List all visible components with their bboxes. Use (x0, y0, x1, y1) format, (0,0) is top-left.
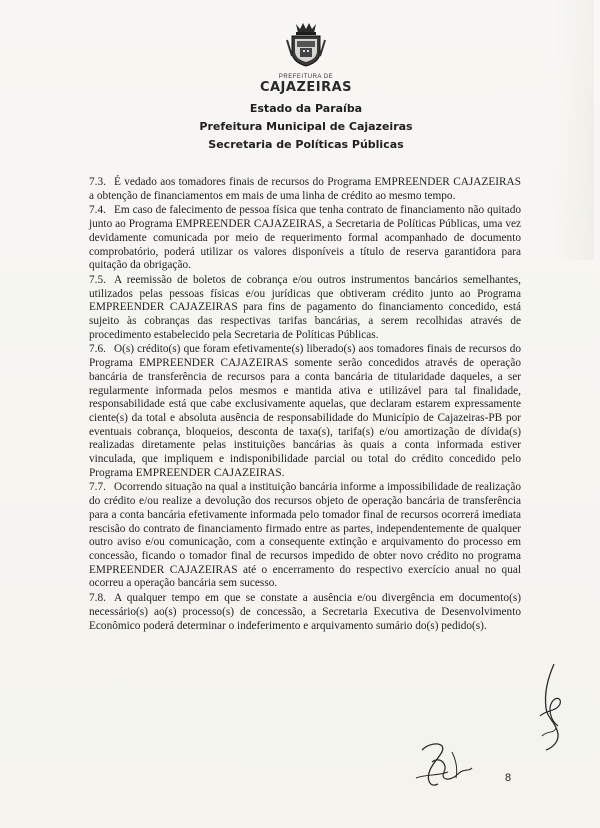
municipal-coat-of-arms-icon (284, 20, 328, 68)
clause-number: 7.6. (89, 343, 106, 356)
clause-text: É vedado aos tomadores finais de recursos do Programa EMPREENDER CAJAZEIRAS a obtenção de financiamentos em mais de uma linha de crédito ao mesmo tempo. (89, 176, 521, 202)
clause-number: 7.3. (89, 176, 106, 188)
handwritten-signature-icon (412, 738, 480, 794)
clause-7-5 (89, 274, 521, 343)
page-number: 8 (505, 772, 512, 784)
clause-text: O(s) crédito(s) que foram efetivamente(s) liberado(s) aos tomadores finais de recursos do Programa EMPREENDER CAJAZEIRAS somente serão concedidos através de operação bancária de transferência de recursos para a conta bancária de titularidade daqueles, a ser regularmente informada pelos mesmos e mantida ativa e utilizável para tal finalidade, responsabilidade está que cabe exclusivamente aquelas, que declaram estarem expressamente ciente(s) da total e absoluta ausência de responsabilidade do Município de Cajazeiras-PB por eventuais cobrança, bloqueios, desconta de taxa(s), tarifa(s) e/ou amortização de dívida(s) realizadas diretamente pelas instituições bancárias às quais a conta informada estiver vinculada, que impliquem e indisponibilidade parcial ou total do crédito concedido pelo Programa EMPREENDER CAJAZEIRAS. (89, 343, 521, 479)
state-name: Estado da Paraíba (249, 102, 363, 115)
clause-7-6 (89, 343, 521, 480)
clause-number: 7.8. (89, 592, 106, 605)
city-brand-name: CAJAZEIRAS (259, 80, 353, 95)
clause-number: 7.4. (89, 204, 106, 217)
clause-number: 7.5. (89, 273, 106, 286)
clause-7-3 (89, 176, 521, 203)
prefecture-name: Prefeitura Municipal de Cajazeiras (199, 120, 413, 133)
prefeitura-label: PREFEITURA DE (278, 74, 334, 80)
handwritten-initials-icon (534, 656, 568, 756)
clause-7-4 (89, 204, 521, 273)
clause-text: A reemissão de boletos de cobrança e/ou outros instrumentos bancários semelhantes, utilizados pelas pessoas físicas e/ou jurídicas que obtiveram crédito junto ao Programa EMPREENDER CAJAZEIRAS para fins de pagamento do financiamento concedido, está sujeito às cobranças das respectivas tarifas bancárias, a serem recolhidas através de procedimento estabelecido pela Secretaria de Políticas Públicas. (89, 273, 521, 341)
clause-7-8 (89, 592, 521, 633)
secretariat-name: Secretaria de Políticas Públicas (208, 138, 404, 151)
clause-text: A qualquer tempo em que se constate a ausência e/ou divergência em documento(s) necessário(s) ao(s) processo(s) de concessão, a Secretaria Executiva de Desenvolvimento Econômico poderá determinar o indeferimento e arquivamento sumário do(s) pedido(s). (89, 592, 521, 632)
clause-text: Ocorrendo situação na qual a instituição bancária informe a impossibilidade de realização do crédito e/ou realize a devolução dos recursos objeto de operação bancária de transferência para a conta bancária efetivamente informada pelo tomador final de recursos ocorrerá imediata rescisão do contrato de financiamento firmado entre as partes, independentemente de qualquer outro aviso e/ou comunicação, com a consequente extinção e arquivamento do processo em concessão, ficando o tomador final de recursos impedido de obter novo crédito no programa EMPREENDER CAJAZEIRAS até o encerramento do respectivo exercício anual no qual ocorreu a operação bancária sem sucesso. (89, 481, 521, 590)
clause-text: Em caso de falecimento de pessoa física que tenha contrato de financiamento não quitado junto ao Programa EMPREENDER CAJAZEIRAS, a Secretaria de Políticas Públicas, uma vez devidamente comunicada por meio de requerimento formal acompanhado de documento comprobatório, poderá utilizar os valores disponíveis a título de reserva garantidora para quitação da obrigação. (89, 204, 521, 272)
document-body (89, 176, 521, 634)
clause-number: 7.7. (89, 481, 106, 494)
clause-7-7 (89, 481, 521, 591)
